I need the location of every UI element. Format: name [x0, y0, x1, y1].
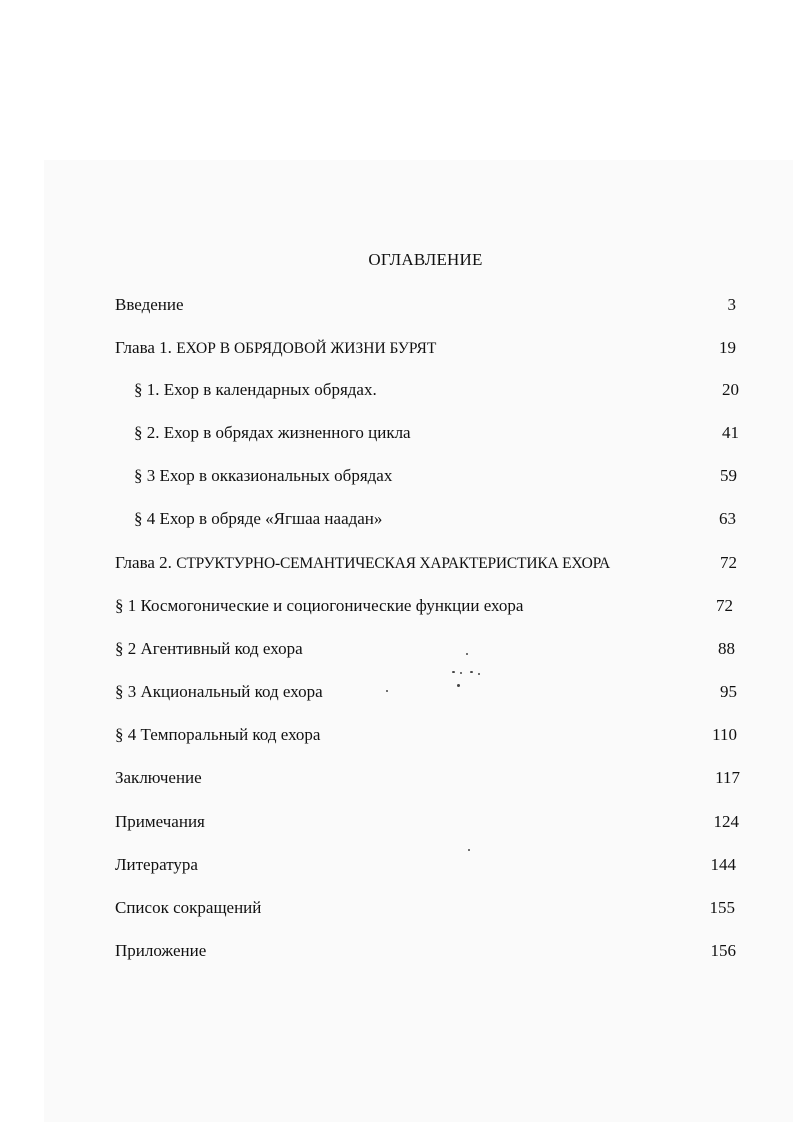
- toc-entry-page: 72: [716, 596, 733, 615]
- toc-entry-label: Литература: [115, 855, 198, 874]
- toc-entry-label: Примечания: [115, 812, 205, 831]
- toc-entry-label: § 4 Ехор в обряде «Ягшаа наадан»: [134, 509, 383, 528]
- scan-speck: [457, 684, 460, 687]
- chapter-prefix: Глава 2.: [115, 553, 177, 572]
- toc-entry-page: 110: [712, 725, 737, 744]
- toc-entry-label: § 3 Акциональный код ехора: [115, 682, 323, 701]
- chapter-prefix: Глава 1.: [115, 338, 177, 357]
- chapter-title: ЕХОР В ОБРЯДОВОЙ ЖИЗНИ БУРЯТ: [176, 340, 437, 357]
- scan-speck: [466, 653, 468, 655]
- scan-speck: [470, 671, 473, 673]
- toc-entry-label: Приложение: [115, 941, 207, 960]
- toc-entry-label: Список сокращений: [115, 898, 262, 917]
- toc-entry-label: [115, 552, 610, 575]
- toc-entry-label: Заключение: [115, 768, 202, 787]
- toc-entry-label: § 2 Агентивный код ехора: [115, 639, 303, 658]
- scan-speck: [386, 690, 388, 692]
- toc-entry-page: 63: [719, 509, 736, 528]
- chapter-title: СТРУКТУРНО-СЕМАНТИЧЕСКАЯ ХАРАКТЕРИСТИКА ЕХОРА: [176, 555, 611, 572]
- toc-entry-page: 124: [713, 812, 739, 831]
- scan-speck: [460, 672, 462, 674]
- scan-speck: [468, 849, 470, 851]
- toc-entry-label: § 1. Ехор в календарных обрядах.: [134, 380, 377, 399]
- toc-entry-page: 155: [709, 898, 735, 917]
- toc-entry-label: § 2. Ехор в обрядах жизненного цикла: [134, 423, 411, 442]
- scan-speck: [478, 673, 480, 675]
- toc-entry-page: 117: [715, 768, 740, 787]
- toc-entry-page: 19: [719, 338, 736, 357]
- toc-entry-label: § 3 Ехор в окказиональных обрядах: [134, 466, 393, 485]
- toc-entry-label: [115, 337, 436, 360]
- toc-entry-label: § 1 Космогонические и социогонические функции ехора: [115, 596, 524, 615]
- toc-entry-label: Введение: [115, 295, 184, 314]
- scan-speck: [452, 671, 455, 673]
- toc-entry-label: § 4 Темпоральный код ехора: [115, 725, 321, 744]
- toc-entry-page: 144: [710, 855, 736, 874]
- toc-entry-page: 59: [720, 466, 737, 485]
- toc-entry-page: 95: [720, 682, 737, 701]
- toc-entry-page: 156: [710, 941, 736, 960]
- toc-entry-page: 88: [718, 639, 735, 658]
- toc-entry-page: 3: [727, 295, 736, 314]
- toc-entry-page: 20: [722, 380, 739, 399]
- toc-entry-page: 41: [722, 423, 739, 442]
- page-title: ОГЛАВЛЕНИЕ: [368, 250, 483, 269]
- toc-entry-page: 72: [720, 553, 737, 572]
